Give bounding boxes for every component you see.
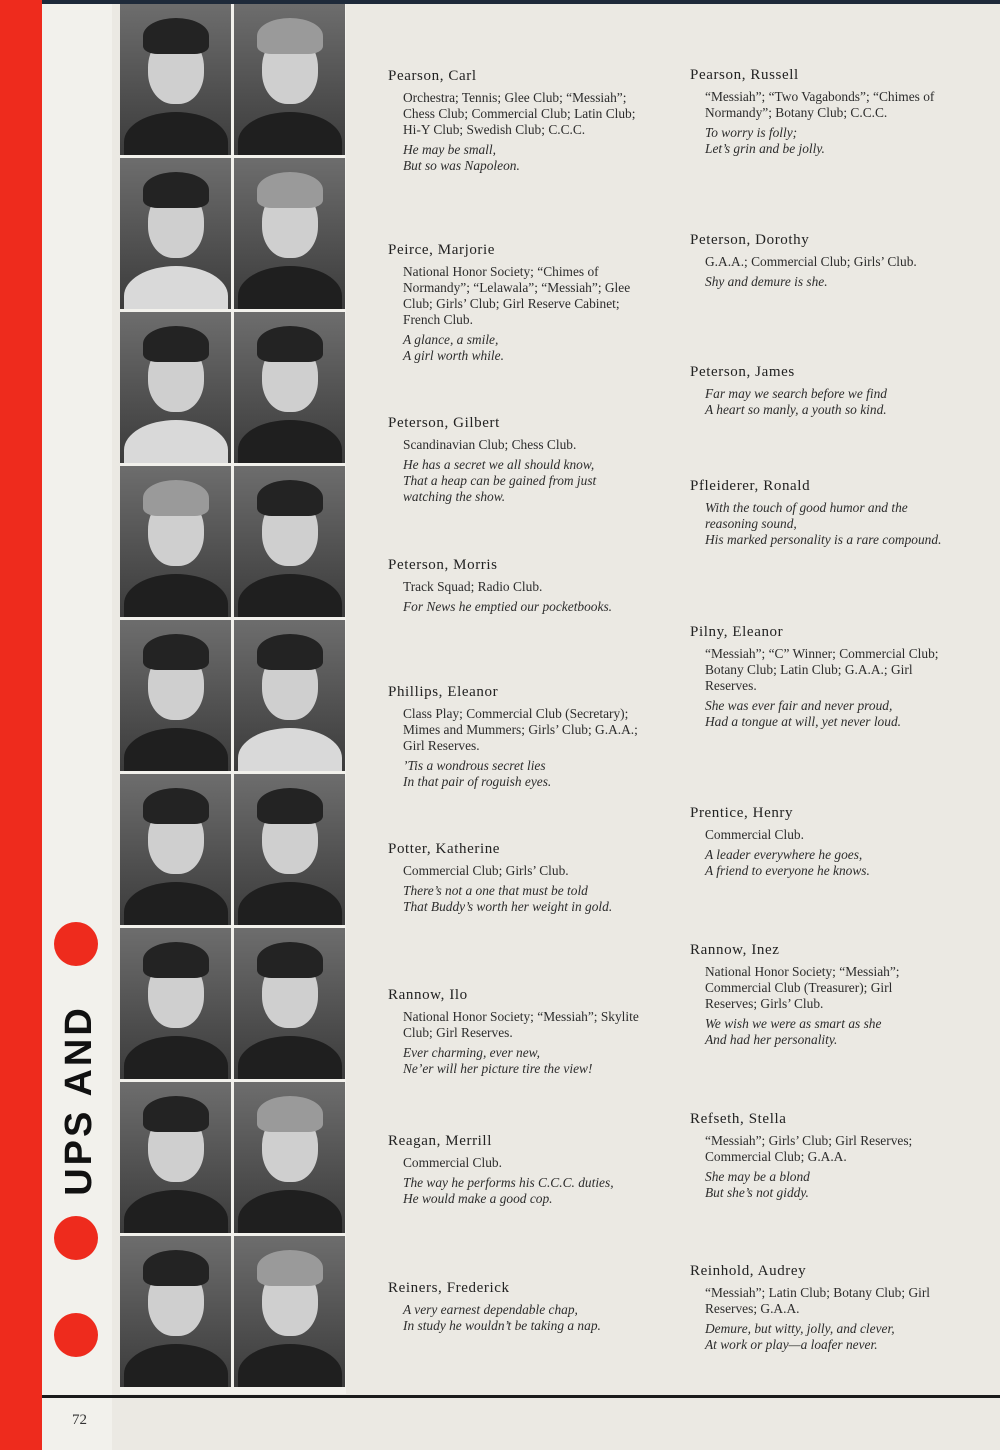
student-activities: Commercial Club.: [403, 1155, 502, 1170]
student-entry: [690, 67, 946, 157]
student-name: Rannow, Inez: [690, 942, 780, 958]
student-quote: A very earnest dependable chap, In study he wouldn’t be taking a nap.: [403, 1302, 601, 1333]
portrait-photo: [234, 466, 345, 617]
portrait-photo: [120, 1082, 231, 1233]
student-activities: National Honor Society; “Messiah”; Commercial Club (Treasurer); Girl Reserves; Girls’ Club.: [705, 964, 900, 1011]
student-name: Phillips, Eleanor: [388, 684, 499, 700]
student-quote: Demure, but witty, jolly, and clever, At work or play—a loafer never.: [705, 1321, 895, 1352]
student-entry: [388, 987, 644, 1077]
red-side-band: [0, 0, 42, 1450]
student-entry: [388, 68, 644, 174]
red-dot-icon: [54, 922, 98, 966]
portrait-grid: [120, 4, 346, 1394]
student-activities: “Messiah”; Latin Club; Botany Club; Girl Reserves; G.A.A.: [705, 1285, 931, 1316]
side-title: [56, 1000, 102, 1200]
student-activities: Scandinavian Club; Chess Club.: [403, 437, 577, 452]
student-quote: There’s not a one that must be told That Buddy’s worth her weight in gold.: [403, 883, 613, 914]
student-entry: [690, 364, 946, 418]
student-activities: Track Squad; Radio Club.: [403, 579, 543, 594]
student-activities: National Honor Society; “Messiah”; Skylite Club; Girl Reserves.: [403, 1009, 639, 1040]
student-entry: [690, 942, 946, 1048]
student-activities: Class Play; Commercial Club (Secretary); Mimes and Mummers; Girls’ Club; G.A.A.; Girl Reserves.: [403, 706, 638, 753]
student-activities: G.A.A.; Commercial Club; Girls’ Club.: [705, 254, 917, 269]
student-quote: We wish we were as smart as she And had her personality.: [705, 1016, 882, 1047]
student-entry: [388, 684, 644, 790]
student-activities: Commercial Club; Girls’ Club.: [403, 863, 569, 878]
student-name: Pearson, Carl: [388, 68, 477, 84]
portrait-photo: [120, 928, 231, 1079]
student-quote: She may be a blond But she’s not giddy.: [705, 1169, 810, 1200]
student-quote: Shy and demure is she.: [705, 274, 828, 289]
student-quote: He has a secret we all should know, That a heap can be gained from just watching the show.: [403, 457, 597, 504]
student-quote: Ever charming, ever new, Ne’er will her picture tire the view!: [403, 1045, 593, 1076]
red-dot-icon: [54, 1216, 98, 1260]
bottom-rule: [42, 1395, 1000, 1398]
student-quote: For News he emptied our pocketbooks.: [403, 599, 612, 614]
student-entry: [690, 624, 946, 730]
student-activities: Orchestra; Tennis; Glee Club; “Messiah”; Chess Club; Commercial Club; Latin Club; Hi-Y Club; Swedish Club; C.C.C.: [403, 90, 636, 137]
student-quote: She was ever fair and never proud, Had a tongue at will, yet never loud.: [705, 698, 901, 729]
student-entry: [690, 232, 946, 290]
portrait-photo: [120, 312, 231, 463]
student-entry: [690, 1263, 946, 1353]
student-entry: [388, 841, 644, 915]
page-number: 72: [72, 1412, 87, 1428]
portrait-photo: [234, 4, 345, 155]
student-name: Refseth, Stella: [690, 1111, 787, 1127]
portrait-photo: [234, 312, 345, 463]
student-name: Peterson, Morris: [388, 557, 498, 573]
student-name: Rannow, Ilo: [388, 987, 468, 1003]
student-quote: A leader everywhere he goes, A friend to everyone he knows.: [705, 847, 870, 878]
side-title-text: UPS AND: [57, 1004, 100, 1196]
student-entry: [388, 1133, 644, 1207]
student-name: Reiners, Frederick: [388, 1280, 510, 1296]
portrait-photo: [234, 774, 345, 925]
student-quote: Far may we search before we find A heart so manly, a youth so kind.: [705, 386, 887, 417]
student-quote: The way he performs his C.C.C. duties, He would make a good cop.: [403, 1175, 614, 1206]
portrait-photo: [120, 158, 231, 309]
student-entry: [690, 805, 946, 879]
portrait-photo: [120, 774, 231, 925]
portrait-photo: [234, 158, 345, 309]
student-entry: [388, 557, 644, 615]
student-name: Pilny, Eleanor: [690, 624, 784, 640]
student-entry: [690, 478, 946, 548]
student-activities: National Honor Society; “Chimes of Normandy”; “Lelawala”; “Messiah”; Glee Club; Girls’ Club; Girl Reserve Cabinet; French Club.: [403, 264, 631, 327]
student-entry: [388, 1280, 644, 1334]
portrait-photo: [120, 4, 231, 155]
student-entry: [388, 415, 644, 505]
student-name: Peterson, Gilbert: [388, 415, 500, 431]
student-quote: He may be small, But so was Napoleon.: [403, 142, 520, 173]
student-quote: A glance, a smile, A girl worth while.: [403, 332, 504, 363]
red-dot-icon: [54, 1313, 98, 1357]
student-name: Reagan, Merrill: [388, 1133, 492, 1149]
student-name: Reinhold, Audrey: [690, 1263, 807, 1279]
portrait-photo: [120, 466, 231, 617]
portrait-photo: [234, 620, 345, 771]
portrait-photo: [120, 620, 231, 771]
portrait-photo: [234, 1236, 345, 1387]
student-activities: Commercial Club.: [705, 827, 804, 842]
student-entry: [690, 1111, 946, 1201]
student-name: Pfleiderer, Ronald: [690, 478, 811, 494]
student-name: Peirce, Marjorie: [388, 242, 496, 258]
student-name: Potter, Katherine: [388, 841, 501, 857]
portrait-photo: [234, 928, 345, 1079]
student-entry: [388, 242, 644, 364]
student-quote: To worry is folly; Let’s grin and be jolly.: [705, 125, 825, 156]
student-quote: ’Tis a wondrous secret lies In that pair of roguish eyes.: [403, 758, 552, 789]
student-name: Peterson, James: [690, 364, 795, 380]
student-quote: With the touch of good humor and the reasoning sound, His marked personality is a rare compound.: [705, 500, 942, 547]
portrait-photo: [234, 1082, 345, 1233]
student-activities: “Messiah”; “Two Vagabonds”; “Chimes of Normandy”; Botany Club; C.C.C.: [705, 89, 935, 120]
student-name: Prentice, Henry: [690, 805, 794, 821]
student-activities: “Messiah”; Girls’ Club; Girl Reserves; Commercial Club; G.A.A.: [705, 1133, 913, 1164]
portrait-photo: [120, 1236, 231, 1387]
student-activities: “Messiah”; “C” Winner; Commercial Club; Botany Club; Latin Club; G.A.A.; Girl Reserves.: [705, 646, 939, 693]
student-name: Peterson, Dorothy: [690, 232, 810, 248]
student-name: Pearson, Russell: [690, 67, 799, 83]
